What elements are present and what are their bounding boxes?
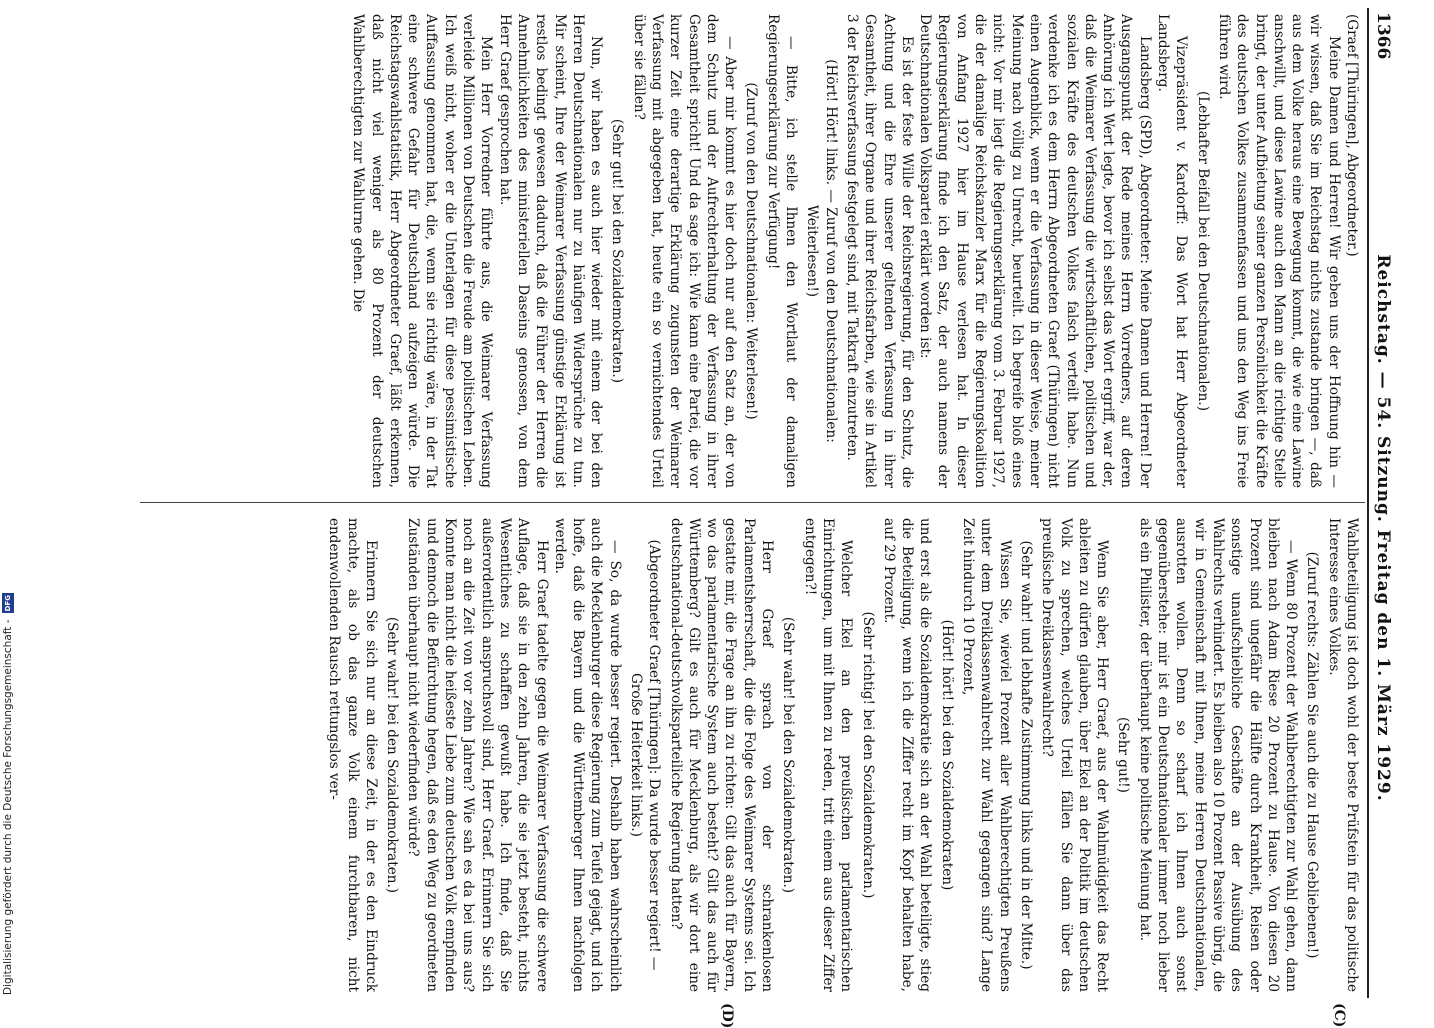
footer-credit <box>2 585 16 995</box>
running-title: Reichstag. — 54. Sitzung. Freitag den 1. März 1929. <box>1373 254 1393 802</box>
paragraph: Wenn Sie aber, Herr Graef, aus der Wahlmüdigkeit das Recht ableiten zu dürfen glauben, über Ekel an der Politik im deutschen Volk zu sprechen, welches Urteil fällen Sie dann über das preußische Dreiklassenwahlrecht? <box>1039 518 1111 992</box>
paragraph: Herr Graef tadelte gegen die Weimarer Verfassung die schwere Auflage, daß sie in den zehn Jahren, die sie jetzt besteht, nichts Wesentliches zu schaffen gewußt habe. Ich finde, daß Sie außerordentlich anspruchsvoll sind, Herr Graef. Erinnern Sie sich noch an die Zeit von vor zehn Jahren? Wie sah es da bei uns aus? Konnte man nicht die heißeste Liebe zum deutschen Volk empfinden und dennoch die Befürchtung hegen, daß es den Weg zu geordneten Zuständen überhaupt nicht wiederfinden würde? <box>405 518 550 992</box>
paragraph: Herr Graef sprach von der schrankenlosen Parlamentsherrschaft, die die Folge des Weimarer Systems sei. Ich gestatte mir, die Frage an ihn zu richten: Gilt das auch für Bayern, wo das parlamentarische System auch besteht? Gilt das auch für Württemberg? Gilt es auch für Mecklenburg, als wir dort eine deutschnational-deutschvolksparteiliche Regierung hatten? <box>667 518 776 992</box>
paragraph: und erst als die Sozialdemokratie sich an der Wahl beteiligte, stieg die Beteiligung, wenn ich die Ziffer recht im Kopf behalten habe, auf 29 Prozent. <box>880 518 934 992</box>
interjection: (Sehr gut!) <box>1115 717 1132 793</box>
paragraph: — Aber mir kommt es hier doch nur auf den Satz an, der von dem Schutz und der Aufrechterhaltung der Verfassung in ihrer Gesamtheit spricht! Und da sage ich: Wie kann eine Partei, die vor kurzer Zeit eine derartige Erklärung zugunsten der Weimarer Verfassung mit abgegeben hat, heute ein so vernichtendes Urteil über sie fällen? <box>630 14 739 488</box>
paragraph: Nun, wir haben es auch hier wieder mit einem der bei den Herren Deutschnationalen nur zu häufigen Widersprüche zu tun. Mir scheint, Ihre der Weimarer Verfassung günstige Erklärung ist restlos bedingt gewesen dadurch, daß die Führer der Herren die Annehmlichkeiten des ministeriellen Daseins genossen, von dem Herr Graef gesprochen hat. <box>496 14 605 488</box>
right-column <box>325 518 1361 992</box>
page-number: 1366 <box>1373 12 1393 60</box>
rotated-page <box>133 8 1395 1028</box>
paragraph: Wahlbeteiligung ist doch wohl der beste Prüfstein für das politische Interesse eines Volkes. <box>1325 518 1360 992</box>
interjection: (Sehr gut! bei den Sozialdemokraten.) <box>609 118 626 384</box>
paragraph: Mein Herr Vorredner führte aus, die Weimarer Verfassung verleide Millionen von Deutschen die Freude am politischen Leben. Ich weiß nicht, woher er die Unterlagen für diese pessimistische Auffassung genommen hat, die, wenn sie richtig wäre, in der Tat eine schwere Gefahr für Deutschland aufzeigen würde. Die Reichstagswahlstatistik, Herr Abgeordneter Graef, läßt erkennen, daß nicht viel weniger als 80 Prozent der deutschen Wahlberechtigten zur Wahlurne gehen. Die <box>350 14 495 488</box>
interjection: (Sehr wahr! bei den Sozialdemokraten.) <box>780 616 797 894</box>
interjection: (Lebhafter Beifall bei den Deutschnationalen.) <box>1194 90 1211 412</box>
paragraph: Meine Damen und Herren! Wir geben uns der Hoffnung hin — wir wissen, daß Sie im Reichstag nichts zustande bringen —, daß aus dem Volke heraus eine Bewegung kommt, die wie eine Lawine anschwillt, und diese Lawine auch den Mann an die richtige Stelle bringt, der unter Aufbietung seiner ganzen Persönlichkeit die Kräfte des deutschen Volkes zusammenfassen und uns den Weg ins Freie führen wird. <box>1215 14 1342 488</box>
page-header <box>1367 8 1395 998</box>
paragraph: Welcher Ekel an den preußischen parlamentarischen Einrichtungen, um mit Ihnen zu reden, tritt einem aus dieser Ziffer entgegen?! <box>801 518 855 992</box>
margin-letter-c: (C) <box>1331 1003 1347 1028</box>
interjection: (Sehr richtig! bei den Sozialdemokraten.) <box>859 611 876 899</box>
interjection: (Zuruf von den Deutschnationalen: Weiterlesen!) <box>743 82 760 420</box>
paragraph: Vizepräsident v. Kardorff: Das Wort hat Herr Abgeordneter Landsberg. <box>1155 14 1190 488</box>
paragraph: (Graef [Thüringen], Abgeordneter.) <box>1344 14 1360 257</box>
interjection: (Sehr wahr! bei den Sozialdemokraten.) <box>384 616 401 894</box>
paragraph: Es ist der feste Wille der Reichsregierung, für den Schutz, die Achtung und die Ehre unserer geltenden Verfassung in ihrer Gesamtheit, ihrer Organe und ihrer Reichsfarben, wie sie in Artikel 3 der Reichsverfassung festgelegt sind, mit Tatkraft einzutreten. <box>843 14 915 488</box>
interjection: (Zuruf rechts: Zählen Sie auch die zu Hause Gebliebenen!) <box>1304 551 1321 959</box>
footer-text: Digitalisierung gefördert durch die Deutsche Forschungsgemeinschaft - <box>2 619 14 995</box>
column-divider <box>140 502 1365 503</box>
interjection: (Sehr wahr! und lebhafte Zustimmung links und in der Mitte.) <box>1017 540 1034 970</box>
interjection: (Abgeordneter Graef [Thüringen]: Da wurde besser regiert! — Große Heiterkeit links.) <box>628 539 663 971</box>
paragraph: Wissen Sie, wieviel Prozent aller Wahlberechtigten Preußens unter dem Dreiklassenwahlrecht zur Wahl gegangen sind? Lange Zeit hindurch 10 Prozent, <box>960 518 1013 992</box>
paragraph: Erinnern Sie sich nur an diese Zeit, in der es den Eindruck machte, als ob das ganze Volk einem furchtbaren, nicht endenwollenden Rausch rettungslos ver- <box>326 518 379 992</box>
margin-letter-d: (D) <box>719 1003 735 1028</box>
dfg-logo: DFG <box>4 594 12 612</box>
left-column <box>349 14 1361 488</box>
paragraph: Landsberg (SPD), Abgeordneter: Meine Damen und Herren! Der Ausgangspunkt der Rede meines Herrn Vorredners, auf deren Anhörung ich Wert legte, bevor ich selbst das Wort ergriff, war der, daß die Weimarer Verfassung die wirtschaftlichen, politischen und sozialen Kräfte des deutschen Volkes falsch verteilt habe. Nun verdenke ich es dem Herrn Abgeordneten Graef (Thüringen) nicht einen Augenblick, wenn er die Verfassung in dieser Weise, meiner Meinung nach völlig zu Unrecht, beurteilt. Ich begreife bloß eines nicht: Vor mir liegt die Regierungserklärung vom 3. Februar 1927, die der damalige Reichskanzler Marx für die Regierungskoalition von Anfang 1927 hier im Hause verlesen hat. In dieser Regierungserklärung finde ich den Satz, der auch namens der Deutschnationalen Volkspartei erklärt worden ist: <box>917 14 1153 488</box>
paragraph: — Wenn 80 Prozent der Wahlberechtigten zur Wahl gehen, dann bleiben nach Adam Riese 20 Prozent zu Hause. Von diesen 20 Prozent sind ungefähr die Hälfte durch Krankheit, Reisen oder sonstige unaufschiebliche Geschäfte an der Ausübung des Wahlrechts verhindert. Es bleiben also 10 Prozent Passive übrig, die wir in Gemeinschaft mit Ihnen, meine Herren Deutschnationalen, ausrotten wollen. Denn so scharf ich Ihnen auch sonst gegenüberstehe: mir ist ein Deutschnationaler immer noch lieber als ein Philister, der überhaupt keine politische Meinung hat. <box>1136 518 1300 992</box>
paragraph: — So, da wurde besser regiert. Deshalb haben wahrscheinlich auch die Mecklenburger diese Regierung zum Teufel gejagt, und ich hoffe, daß die Bayern und die Württemberger Ihnen nachfolgen werden. <box>551 518 623 992</box>
interjection: (Hört! Hört! links. — Zuruf von den Deutschnationalen: Weiterlesen!) <box>804 59 839 443</box>
interjection: (Hört! hört! bei den Sozialdemokraten) <box>938 619 955 891</box>
paragraph: — Bitte, ich stelle Ihnen den Wortlaut der damaligen Regierungserklärung zur Verfügung! <box>764 14 800 488</box>
